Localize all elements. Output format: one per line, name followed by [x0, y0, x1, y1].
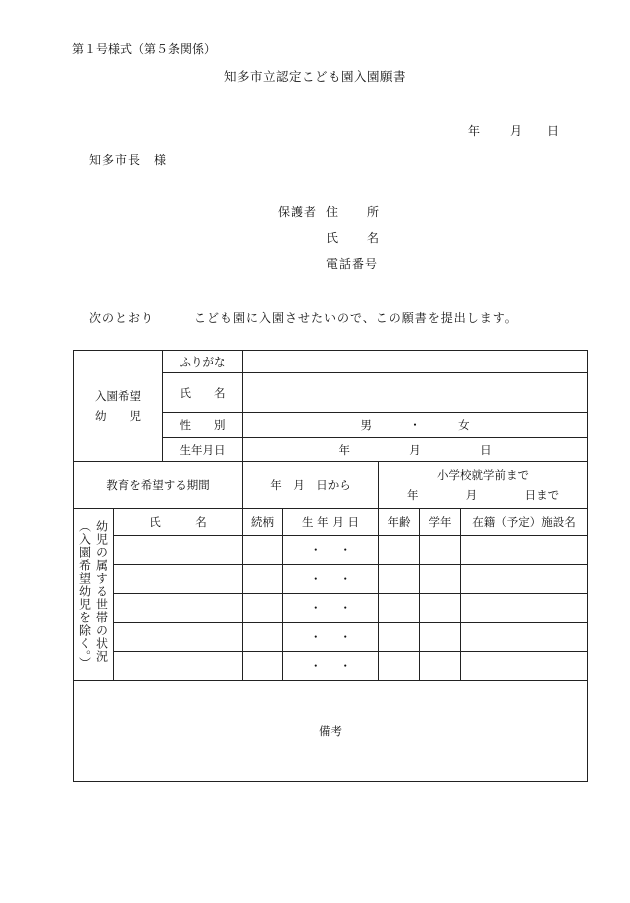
household-side-label — [74, 509, 114, 681]
child-sex-label: 性 別 — [163, 413, 243, 438]
date-year-label: 年 — [468, 124, 481, 138]
furigana-field[interactable] — [243, 351, 588, 373]
period-label: 教育を希望する期間 — [74, 462, 243, 509]
household-relation-cell[interactable] — [243, 565, 283, 594]
household-header-dob: 生 年 月 日 — [283, 509, 379, 536]
sex-female-option[interactable]: 女 — [458, 418, 470, 432]
child-label-line1: 入園希望 — [95, 389, 141, 403]
guardian-label: 保護者 — [278, 205, 318, 219]
household-facility-cell[interactable] — [461, 536, 588, 565]
dob-dots: ・・ — [310, 543, 369, 557]
remarks-label: 備考 — [319, 724, 343, 738]
child-dob-field[interactable] — [243, 438, 588, 462]
household-grade-cell[interactable] — [420, 623, 461, 652]
document-title: 知多市立認定こども園入園願書 — [223, 69, 406, 84]
household-row — [74, 536, 588, 565]
date-day-label: 日 — [547, 124, 560, 138]
household-facility-cell[interactable] — [461, 594, 588, 623]
remarks-field[interactable] — [74, 681, 588, 782]
household-grade-cell[interactable] — [420, 536, 461, 565]
household-dob-cell[interactable] — [283, 536, 379, 565]
household-dob-cell[interactable] — [283, 594, 379, 623]
form-number: 第１号様式（第５条関係） — [72, 42, 217, 56]
period-until-month: 月 — [465, 488, 478, 502]
household-age-cell[interactable] — [379, 536, 420, 565]
period-until-line1: 小学校就学前まで — [437, 468, 530, 482]
statement-part1: 次のとおり — [89, 311, 155, 325]
household-side-line2: （入園希望幼児を除く。） — [77, 519, 92, 670]
household-side-line1: 幼児の属する世帯の状況 — [94, 519, 109, 663]
addressee: 知多市長 様 — [89, 153, 168, 167]
dob-year-label: 年 — [338, 442, 350, 457]
dob-dots: ・・ — [310, 630, 369, 644]
household-name-cell[interactable] — [114, 652, 243, 681]
household-age-cell[interactable] — [379, 652, 420, 681]
child-label-line2: 幼 児 — [95, 409, 141, 423]
application-table — [73, 350, 588, 782]
household-grade-cell[interactable] — [420, 652, 461, 681]
dob-dots: ・・ — [310, 659, 369, 673]
dob-dots: ・・ — [310, 601, 369, 615]
period-from-field[interactable]: 年 月 日から — [243, 462, 379, 509]
date-month-label: 月 — [510, 124, 523, 138]
household-header-relation: 続柄 — [243, 509, 283, 536]
dob-dots: ・・ — [310, 572, 369, 586]
household-row — [74, 623, 588, 652]
household-name-cell[interactable] — [114, 536, 243, 565]
household-name-cell[interactable] — [114, 565, 243, 594]
household-relation-cell[interactable] — [243, 594, 283, 623]
household-age-cell[interactable] — [379, 565, 420, 594]
guardian-address-label-a: 住 — [326, 205, 339, 219]
household-row — [74, 565, 588, 594]
sex-separator: ・ — [409, 418, 421, 432]
household-row — [74, 594, 588, 623]
child-dob-label: 生年月日 — [163, 438, 243, 462]
dob-month-label: 月 — [409, 442, 421, 457]
period-until-field[interactable] — [379, 462, 588, 509]
guardian-phone-label: 電話番号 — [326, 257, 379, 271]
guardian-name-label-b: 名 — [367, 231, 380, 245]
child-name-label: 氏 名 — [163, 373, 243, 413]
sex-male-option[interactable]: 男 — [360, 418, 372, 432]
household-grade-cell[interactable] — [420, 594, 461, 623]
child-name-field[interactable] — [243, 373, 588, 413]
household-facility-cell[interactable] — [461, 652, 588, 681]
guardian-address-label-b: 所 — [367, 205, 380, 219]
guardian-name-label-a: 氏 — [326, 231, 339, 245]
statement-part2: こども園に入園させたいので、この願書を提出します。 — [194, 311, 518, 325]
household-dob-cell[interactable] — [283, 565, 379, 594]
household-dob-cell[interactable] — [283, 652, 379, 681]
household-header-name: 氏 名 — [114, 509, 243, 536]
period-until-day: 日まで — [524, 488, 560, 502]
household-header-grade: 学年 — [420, 509, 461, 536]
household-facility-cell[interactable] — [461, 565, 588, 594]
household-name-cell[interactable] — [114, 623, 243, 652]
household-relation-cell[interactable] — [243, 623, 283, 652]
household-grade-cell[interactable] — [420, 565, 461, 594]
household-relation-cell[interactable] — [243, 652, 283, 681]
household-header-facility: 在籍（予定）施設名 — [461, 509, 588, 536]
child-sex-field[interactable] — [243, 413, 588, 438]
furigana-label: ふりがな — [163, 351, 243, 373]
household-row — [74, 652, 588, 681]
household-age-cell[interactable] — [379, 594, 420, 623]
household-facility-cell[interactable] — [461, 623, 588, 652]
household-relation-cell[interactable] — [243, 536, 283, 565]
child-section-label — [74, 351, 163, 462]
household-dob-cell[interactable] — [283, 623, 379, 652]
household-header-age: 年齢 — [379, 509, 420, 536]
household-name-cell[interactable] — [114, 594, 243, 623]
period-until-year: 年 — [406, 488, 419, 502]
dob-day-label: 日 — [480, 442, 492, 457]
household-age-cell[interactable] — [379, 623, 420, 652]
